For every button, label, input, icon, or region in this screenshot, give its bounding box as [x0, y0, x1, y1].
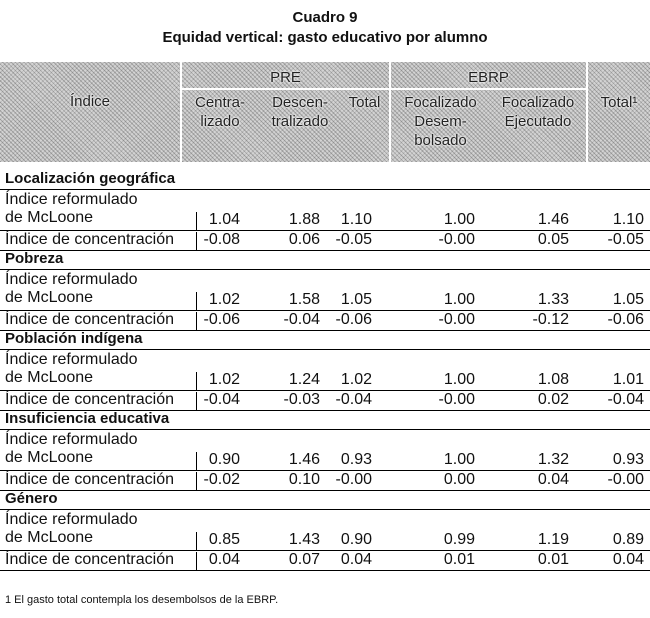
row-label: Índice de concentración	[5, 471, 174, 488]
header-column: Focalizado Ejecutado	[501, 94, 575, 130]
cell-divider	[196, 312, 197, 330]
table-header	[0, 62, 650, 162]
row-rule	[0, 269, 650, 270]
cell-value: 0.90	[208, 451, 240, 468]
cell-value: 0.06	[288, 231, 320, 248]
cell-divider	[196, 552, 197, 570]
cell-value: 0.04	[340, 551, 372, 568]
cell-value: 0.04	[537, 471, 569, 488]
header-column: Total¹	[600, 94, 638, 111]
header-divider	[586, 62, 588, 162]
cell-value: 1.46	[288, 451, 320, 468]
row-label: Índice reformulado de McLoone	[5, 191, 138, 226]
section-heading: Pobreza	[5, 250, 64, 267]
header-column: Focalizado Desem- bolsado	[404, 94, 477, 149]
cell-value: -0.04	[607, 391, 644, 408]
row-label: Índice de concentración	[5, 231, 174, 248]
cell-value: -0.04	[283, 311, 320, 328]
header-divider	[182, 88, 389, 90]
cell-value: 0.93	[612, 451, 644, 468]
cell-value: -0.00	[438, 311, 475, 328]
cell-value: 1.05	[340, 291, 372, 308]
cell-value: 1.19	[537, 531, 569, 548]
cell-divider	[196, 392, 197, 410]
cell-divider	[196, 472, 197, 490]
cell-divider	[196, 372, 197, 390]
row-label: Índice de concentración	[5, 311, 174, 328]
cell-value: 1.04	[208, 211, 240, 228]
section-heading: Población indígena	[5, 330, 143, 347]
cell-value: 0.01	[443, 551, 475, 568]
cell-value: 1.05	[612, 291, 644, 308]
cell-value: 0.00	[443, 471, 475, 488]
row-label: Índice reformulado de McLoone	[5, 511, 138, 546]
cell-value: -0.00	[438, 391, 475, 408]
header-group-ebrp: EBRP	[468, 69, 509, 86]
cell-value: -0.08	[203, 231, 240, 248]
row-rule	[0, 429, 650, 430]
cell-value: 0.89	[612, 531, 644, 548]
cell-divider	[196, 292, 197, 310]
cell-value: -0.04	[335, 391, 372, 408]
section-heading: Localización geográfica	[5, 170, 176, 187]
table-number: Cuadro 9	[292, 9, 358, 26]
row-label: Índice de concentración	[5, 391, 174, 408]
cell-value: 1.46	[537, 211, 569, 228]
cell-value: 0.05	[537, 231, 569, 248]
cell-value: 1.00	[443, 451, 475, 468]
cell-value: 1.58	[288, 291, 320, 308]
cell-value: 0.10	[288, 471, 320, 488]
cell-value: 0.04	[208, 551, 240, 568]
row-label: Índice reformulado de McLoone	[5, 351, 138, 386]
cell-value: 0.90	[340, 531, 372, 548]
header-column: Descen- tralizado	[271, 94, 329, 130]
cell-value: 1.02	[340, 371, 372, 388]
cell-value: 1.00	[443, 291, 475, 308]
cell-value: -0.00	[438, 231, 475, 248]
section-heading: Insuficiencia educativa	[5, 410, 170, 427]
cell-value: -0.04	[203, 391, 240, 408]
header-column: Centra- lizado	[194, 94, 246, 130]
cell-value: 1.00	[443, 371, 475, 388]
cell-value: -0.05	[335, 231, 372, 248]
cell-value: 1.43	[288, 531, 320, 548]
cell-divider	[196, 452, 197, 470]
cell-divider	[196, 232, 197, 250]
cell-value: 1.88	[288, 211, 320, 228]
header-index: Índice	[69, 93, 111, 110]
cell-value: 1.02	[208, 291, 240, 308]
header-group-pre: PRE	[270, 69, 301, 86]
cell-value: 0.93	[340, 451, 372, 468]
cell-divider	[196, 212, 197, 230]
cell-value: 0.99	[443, 531, 475, 548]
cell-value: 1.08	[537, 371, 569, 388]
cell-value: -0.05	[607, 231, 644, 248]
row-rule	[0, 189, 650, 190]
row-rule	[0, 509, 650, 510]
cell-value: -0.06	[335, 311, 372, 328]
cell-value: 0.02	[537, 391, 569, 408]
table-title: Equidad vertical: gasto educativo por alumno	[162, 29, 488, 46]
row-rule	[0, 570, 650, 571]
footnote: 1 El gasto total contempla los desembolsos de la EBRP.	[5, 594, 279, 606]
header-divider	[391, 88, 586, 90]
cell-value: 1.01	[612, 371, 644, 388]
cell-value: 0.04	[612, 551, 644, 568]
cell-value: 1.32	[537, 451, 569, 468]
header-column: Total	[348, 94, 381, 111]
cell-value: 1.24	[288, 371, 320, 388]
cell-value: 0.85	[208, 531, 240, 548]
row-label: Índice reformulado de McLoone	[5, 271, 138, 306]
cell-value: 0.07	[288, 551, 320, 568]
cell-value: -0.12	[532, 311, 569, 328]
row-rule	[0, 349, 650, 350]
cell-value: -0.02	[203, 471, 240, 488]
cell-value: -0.06	[203, 311, 240, 328]
cell-value: 0.01	[537, 551, 569, 568]
cell-value: 1.00	[443, 211, 475, 228]
cell-value: -0.03	[283, 391, 320, 408]
cell-value: -0.06	[607, 311, 644, 328]
row-label: Índice de concentración	[5, 551, 174, 568]
cell-value: -0.00	[607, 471, 644, 488]
cell-value: 1.33	[537, 291, 569, 308]
cell-value: 1.02	[208, 371, 240, 388]
cell-value: 1.10	[340, 211, 372, 228]
row-label: Índice reformulado de McLoone	[5, 431, 138, 466]
cell-value: -0.00	[335, 471, 372, 488]
cell-value: 1.10	[612, 211, 644, 228]
section-heading: Género	[5, 490, 58, 507]
cell-divider	[196, 532, 197, 550]
